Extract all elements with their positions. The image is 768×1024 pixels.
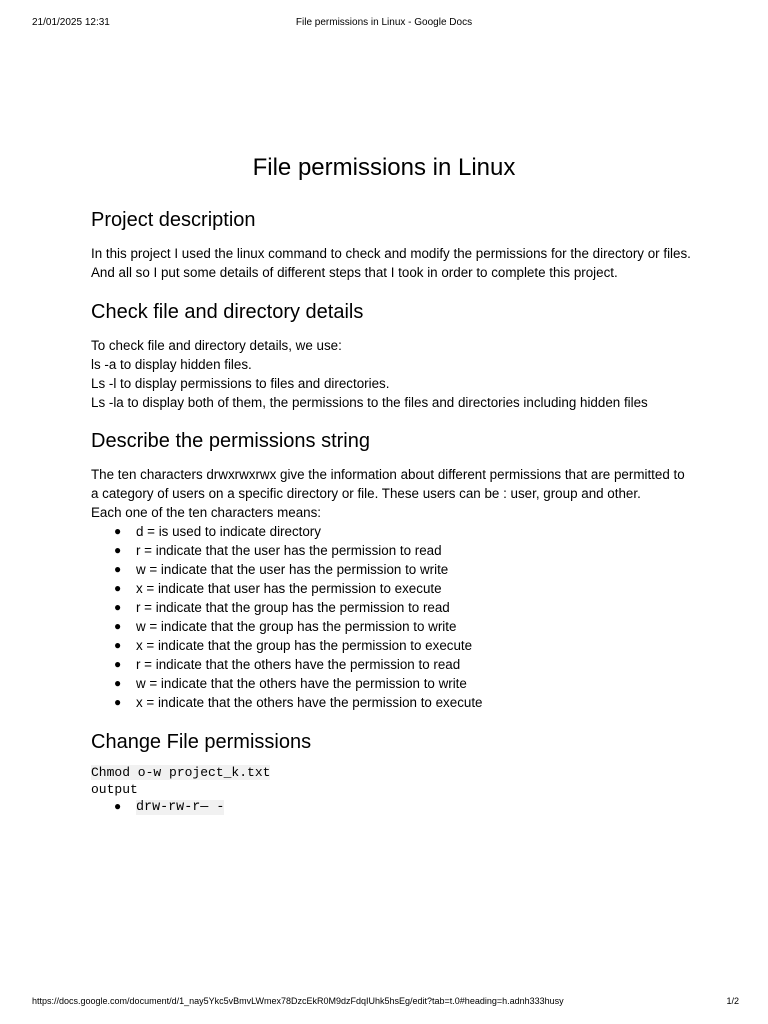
list-item: ● x = indicate that the group has the permission to execute [114,638,473,653]
list-item: ● d = is used to indicate directory [114,524,321,539]
paragraph: The ten characters drwxrwxrwx give the information about different permissions that are permitted to a category of users on a specific directory or file. These users can be : user, group and other. [91,467,685,501]
list-item: ● r = indicate that the group has the permission to read [114,600,450,615]
bullet-icon: ● [114,600,122,614]
output-label: output [91,782,138,797]
bullet-icon: ● [114,581,122,595]
bullet-icon: ● [114,562,122,576]
command-text: Chmod o-w project_k.txt [91,765,271,780]
section-heading: Check file and directory details [91,301,364,323]
text-line: Ls -l to display permissions to files and directories. [91,376,390,391]
page-number: 1/2 [726,996,739,1006]
bullet-icon: ● [114,638,122,652]
text-line: To check file and directory details, we use: [91,338,342,353]
paragraph: In this project I used the linux command to check and modify the permissions for the directory or files. And all so I put some details of different steps that I took in order to complete this project. [91,246,691,280]
list-item: ● r = indicate that the others have the permission to read [114,657,461,672]
bullet-icon: ● [114,800,122,814]
print-doc-title: File permissions in Linux - Google Docs [295,17,473,28]
section-heading: Describe the permissions string [91,430,370,452]
section-check-details [91,299,691,412]
bullet-icon: ● [114,657,122,671]
bullet-list [91,522,691,712]
document-url: https://docs.google.com/document/d/1_nay5Ykc5vBmvLWmex78DzcEkR0M9dzFdqIUhk5hsEg/edit?tab=t.0#heading=h.adnh333husy [32,996,564,1006]
print-datetime: 21/01/2025 12:31 [32,17,110,28]
text-line: Ls -la to display both of them, the permissions to the files and directories including hidden files [91,395,648,410]
list-item: ● w = indicate that the others have the permission to write [114,676,467,691]
list-item: ● r = indicate that the user has the permission to read [114,543,442,558]
output-text: drw-rw-r— - [136,800,225,815]
print-footer [0,996,768,1010]
section-heading: Change File permissions [91,731,312,753]
bullet-icon: ● [114,619,122,633]
section-heading: Project description [91,209,256,231]
print-header [0,17,768,31]
document-title: File permissions in Linux [252,154,516,181]
section-change-permissions [91,729,691,817]
text-line: ls -a to display hidden files. [91,357,252,372]
code-line [91,764,691,781]
section-describe-permissions [91,428,691,712]
bullet-icon: ● [114,524,122,538]
list-item: ● x = indicate that the others have the permission to execute [114,695,483,710]
text-line: Each one of the ten characters means: [91,505,322,520]
bullet-icon: ● [114,676,122,690]
list-item: ● x = indicate that user has the permission to execute [114,581,442,596]
section-project-description [91,207,691,282]
list-item: ● w = indicate that the user has the permission to write [114,562,449,577]
bullet-icon: ● [114,543,122,557]
bullet-icon: ● [114,695,122,709]
list-item: ● w = indicate that the group has the permission to write [114,619,457,634]
document-body [91,152,691,817]
list-item [91,798,691,817]
output-list [91,798,691,817]
